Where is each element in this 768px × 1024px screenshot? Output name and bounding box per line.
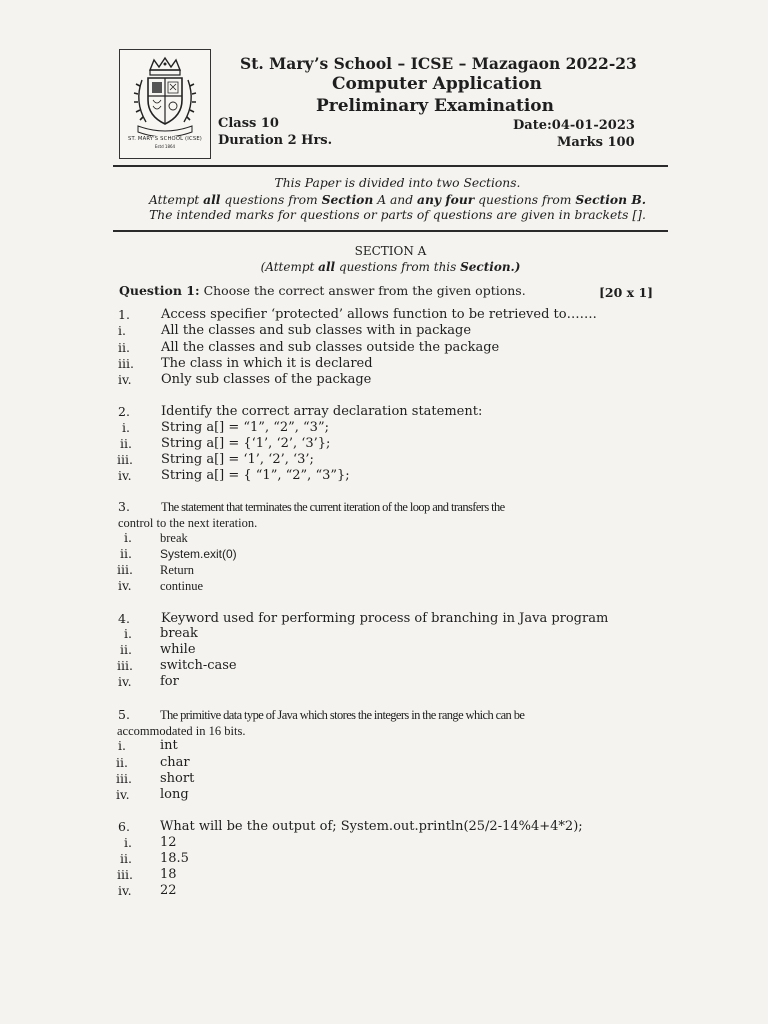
subject-title: Computer Application	[332, 74, 542, 94]
item-3-stem: The statement that terminates the current iteration of the loop and transfers the	[161, 500, 505, 514]
item-3-option-num: iii.	[117, 562, 133, 577]
item-1-option-num: i.	[118, 323, 126, 338]
class-label: Class 10	[218, 116, 279, 131]
item-2-option: String a[] = {‘1’, ‘2’, ‘3’};	[161, 436, 331, 451]
item-6-number: 6.	[118, 819, 130, 834]
logo-estd: Estd 1864	[154, 144, 176, 149]
instruction-line-3: The intended marks for questions or parts of questions are given in brackets [].	[149, 208, 646, 222]
item-2-option: String a[] = ‘1’, ‘2’, ‘3’;	[161, 452, 314, 467]
item-5-option: char	[160, 755, 190, 770]
item-6-option-num: iii.	[117, 867, 133, 882]
item-3-option: Return	[160, 563, 195, 577]
crest-icon	[128, 56, 202, 136]
section-a-subtitle: (Attempt all questions from this Section.)	[260, 260, 521, 274]
logo-motto: ST. MARY'S SCHOOL (ICSE)	[127, 136, 203, 142]
item-3-option-num: ii.	[120, 546, 132, 561]
item-2-option-num: iv.	[118, 468, 132, 483]
header-divider	[113, 165, 668, 167]
item-4-option: break	[160, 626, 198, 641]
item-3-number: 3.	[118, 499, 130, 514]
item-1-option: Only sub classes of the package	[161, 372, 372, 387]
question-1-heading: Question 1: Choose the correct answer from the given options.	[119, 283, 526, 298]
item-4-option: for	[160, 674, 179, 689]
item-2-option: String a[] = { “1”, “2”, “3”};	[161, 468, 350, 483]
item-6-option-num: i.	[124, 835, 132, 850]
item-1-option-num: iv.	[118, 372, 132, 387]
item-6-option: 12	[160, 835, 177, 850]
item-3-option-num: i.	[124, 530, 132, 545]
item-1-stem: Access specifier ‘protected’ allows function to be retrieved to…….	[161, 307, 597, 322]
item-2-number: 2.	[118, 404, 130, 419]
marks-label: Marks 100	[557, 135, 635, 150]
item-4-option-num: iii.	[117, 658, 133, 673]
item-4-option-num: iv.	[118, 674, 132, 689]
item-5-option-num: i.	[118, 738, 126, 753]
item-2-stem: Identify the correct array declaration statement:	[161, 404, 483, 419]
instruction-line-2: Attempt all questions from Section A and any four questions from Section B.	[148, 192, 647, 207]
item-2-option-num: i.	[122, 420, 130, 435]
item-1-option: The class in which it is declared	[161, 356, 373, 371]
item-4-option: switch-case	[160, 658, 237, 673]
instruction-line-1: This Paper is divided into two Sections.	[274, 176, 521, 190]
item-2-option-num: iii.	[117, 452, 133, 467]
item-5-stem: The primitive data type of Java which stores the integers in the range which can be	[160, 708, 525, 722]
item-4-option: while	[160, 642, 196, 657]
item-1-option-num: ii.	[118, 340, 130, 355]
item-2-option-num: ii.	[120, 436, 132, 451]
item-6-option-num: iv.	[118, 883, 132, 898]
item-5-option-num: iii.	[116, 771, 132, 786]
instructions-divider	[113, 230, 668, 232]
question-1-marks: [20 x 1]	[599, 285, 654, 300]
item-4-stem: Keyword used for performing process of branching in Java program	[161, 611, 609, 626]
item-5-option-num: ii.	[116, 755, 128, 770]
item-5-option-num: iv.	[116, 787, 130, 802]
item-1-option: All the classes and sub classes outside the package	[161, 340, 500, 355]
duration-label: Duration 2 Hrs.	[218, 133, 333, 148]
item-5-option: int	[160, 738, 178, 753]
item-6-option: 18.5	[160, 851, 189, 866]
date-label: Date:04-01-2023	[513, 118, 635, 133]
school-name: St. Mary’s School – ICSE – Mazagaon 2022-23	[240, 54, 637, 73]
item-5-option: short	[160, 771, 195, 786]
item-2-option: String a[] = “1”, “2”, “3”;	[161, 420, 329, 435]
item-4-option-num: i.	[124, 626, 132, 641]
item-5-number: 5.	[118, 707, 130, 722]
item-3-option: System.exit(0)	[160, 547, 237, 561]
item-3-option: continue	[160, 579, 204, 593]
item-4-option-num: ii.	[120, 642, 132, 657]
item-6-stem: What will be the output of; System.out.println(25/2-14%4+4*2);	[160, 819, 583, 834]
item-1-number: 1.	[118, 307, 130, 322]
exam-title: Preliminary Examination	[316, 96, 554, 116]
item-5-stem-cont: accommodated in 16 bits.	[117, 724, 246, 738]
item-3-stem-cont: control to the next iteration.	[118, 516, 258, 530]
item-3-option: break	[160, 531, 188, 545]
item-1-option-num: iii.	[118, 356, 134, 371]
item-6-option: 22	[160, 883, 177, 898]
item-5-option: long	[160, 787, 189, 802]
school-crest-logo	[119, 49, 211, 159]
section-a-title: SECTION A	[354, 244, 427, 258]
item-6-option-num: ii.	[120, 851, 132, 866]
item-4-number: 4.	[118, 611, 130, 626]
item-3-option-num: iv.	[118, 578, 132, 593]
item-6-option: 18	[160, 867, 177, 882]
item-1-option: All the classes and sub classes with in package	[161, 323, 472, 338]
